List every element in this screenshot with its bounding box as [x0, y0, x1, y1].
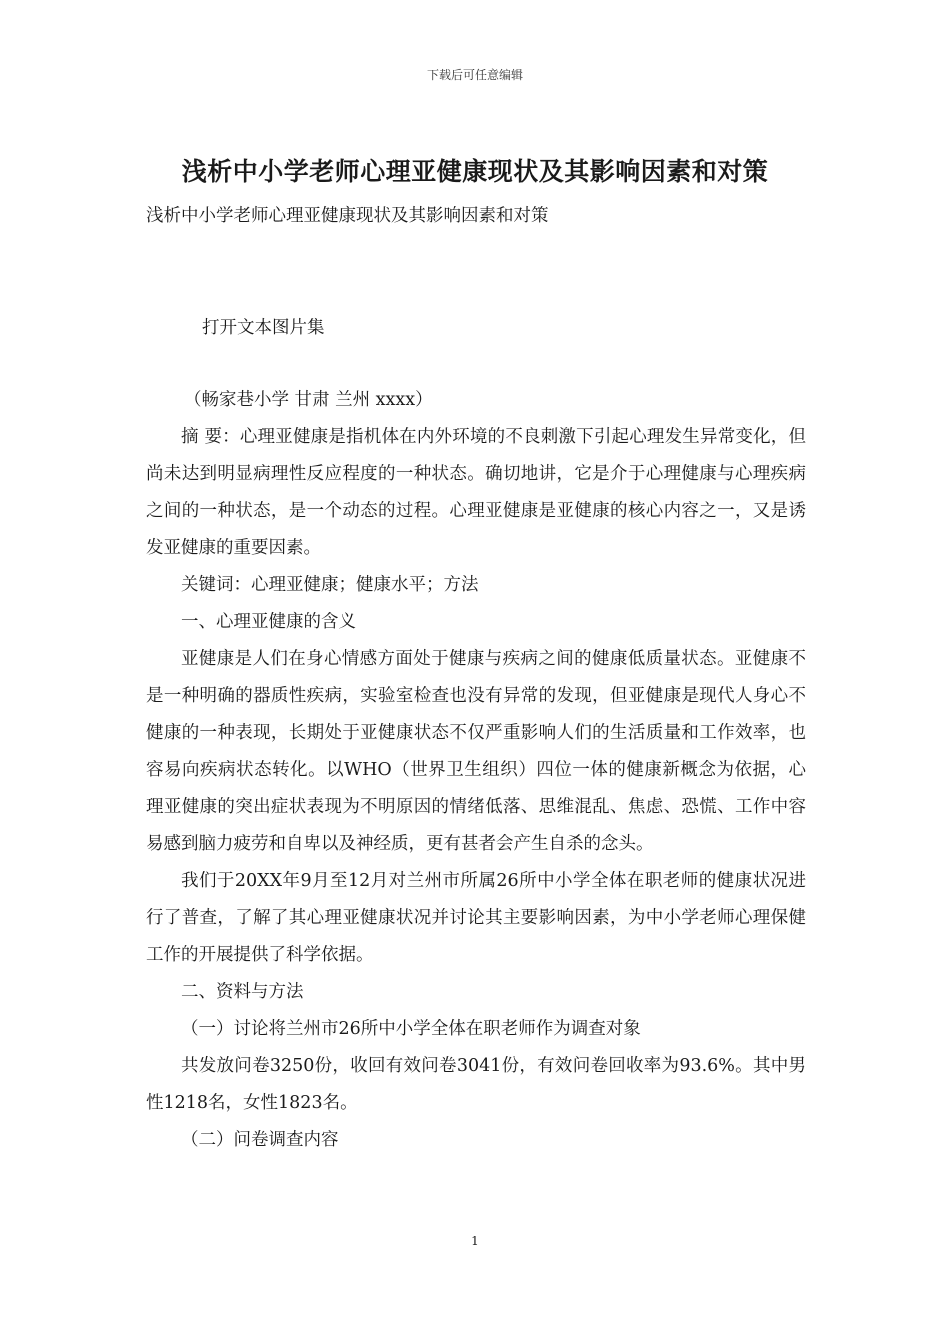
- subsection-heading-2: （二）问卷调查内容: [181, 1130, 339, 1150]
- section-heading-2: 二、资料与方法: [181, 982, 304, 1002]
- body-paragraph: 亚健康是人们在身心情感方面处于健康与疾病之间的健康低质量状态。亚健康不是一种明确的器质性疾病，实验室检查也没有异常的发现，但亚健康是现代人身心不健康的一种表现，长期处于亚健康状态不仅严重影响人们的生活质量和工作效率，也容易向疾病状态转化。以WHO（世界卫生组织）四位一体的健康新概念为依据，心理亚健康的突出症状表现为不明原因的情绪低落、思维混乱、焦虑、恐慌、工作中容易感到脑力疲劳和自卑以及神经质，更有甚者会产生自杀的念头。: [146, 649, 806, 854]
- subsection-heading-1: （一）讨论将兰州市26所中小学全体在职老师作为调查对象: [181, 1019, 641, 1039]
- open-image-gallery-link[interactable]: 打开文本图片集: [202, 318, 325, 338]
- header-note: 下载后可任意编辑: [426, 68, 523, 82]
- page-number: 1: [471, 1234, 479, 1248]
- keywords-paragraph: 关键词：心理亚健康；健康水平；方法: [181, 575, 479, 595]
- document-title: 浅析中小学老师心理亚健康现状及其影响因素和对策: [181, 157, 769, 186]
- abstract-paragraph: 摘 要：心理亚健康是指机体在内外环境的不良刺激下引起心理发生异常变化，但尚未达到明显病理性反应程度的一种状态。确切地讲，它是介于心理健康与心理疾病之间的一种状态，是一个动态的过程。心理亚健康是亚健康的核心内容之一，又是诱发亚健康的重要因素。: [146, 427, 806, 558]
- author-affiliation: （畅家巷小学 甘肃 兰州 xxxx）: [184, 390, 433, 410]
- section-heading-1: 一、心理亚健康的含义: [181, 612, 356, 632]
- body-paragraph: 我们于20XX年9月至12月对兰州市所属26所中小学全体在职老师的健康状况进行了普查，了解了其心理亚健康状况并讨论其主要影响因素，为中小学老师心理保健工作的开展提供了科学依据。: [146, 871, 806, 965]
- document-subtitle: 浅析中小学老师心理亚健康现状及其影响因素和对策: [146, 206, 549, 226]
- document-body: [146, 382, 806, 1159]
- body-paragraph: 共发放问卷3250份，收回有效问卷3041份，有效问卷回收率为93.6%。其中男性1218名，女性1823名。: [146, 1056, 806, 1113]
